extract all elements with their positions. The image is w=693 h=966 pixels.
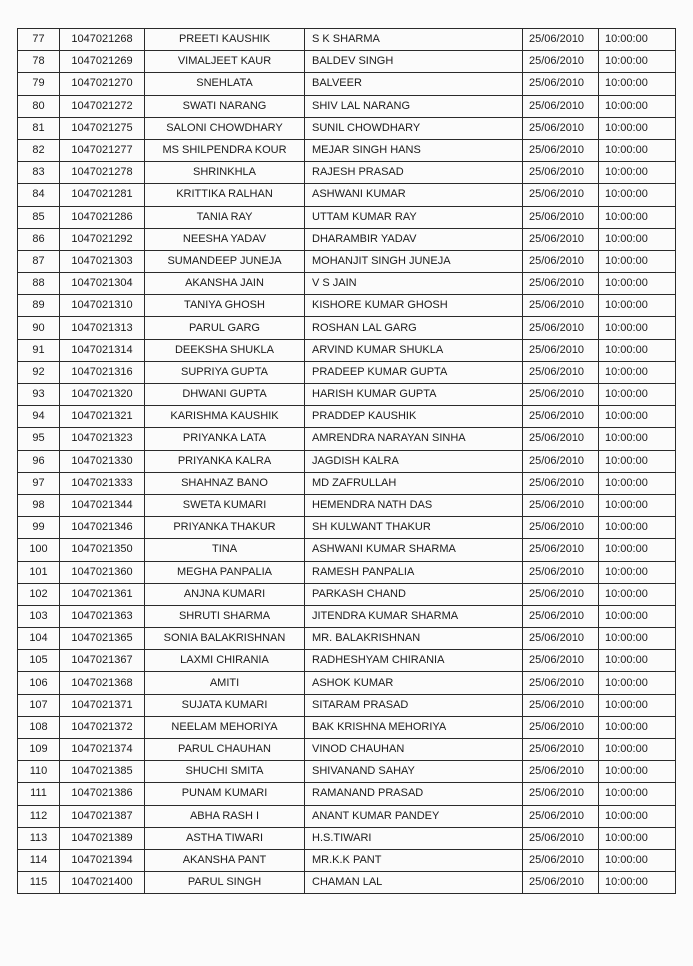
exam-date-cell: 25/06/2010 [523, 295, 599, 317]
candidate-name-cell: PARUL SINGH [145, 872, 305, 894]
roll-number-cell: 1047021320 [60, 384, 145, 406]
exam-date-cell: 25/06/2010 [523, 51, 599, 73]
roll-number-cell: 1047021350 [60, 539, 145, 561]
exam-date-cell: 25/06/2010 [523, 517, 599, 539]
exam-date-cell: 25/06/2010 [523, 73, 599, 95]
roll-number-cell: 1047021269 [60, 51, 145, 73]
table-row [18, 539, 676, 561]
exam-date-cell: 25/06/2010 [523, 162, 599, 184]
serial-number-cell: 108 [18, 716, 60, 738]
candidate-name-cell: DHWANI GUPTA [145, 384, 305, 406]
exam-date-cell: 25/06/2010 [523, 805, 599, 827]
father-name-cell: ARVIND KUMAR SHUKLA [305, 339, 523, 361]
candidate-name-cell: MS SHILPENDRA KOUR [145, 139, 305, 161]
exam-time-cell: 10:00:00 [599, 583, 676, 605]
father-name-cell: JITENDRA KUMAR SHARMA [305, 605, 523, 627]
serial-number-cell: 78 [18, 51, 60, 73]
candidate-name-cell: TANIA RAY [145, 206, 305, 228]
roll-number-cell: 1047021270 [60, 73, 145, 95]
candidate-name-cell: MEGHA PANPALIA [145, 561, 305, 583]
exam-time-cell: 10:00:00 [599, 273, 676, 295]
table-row [18, 339, 676, 361]
table-row [18, 849, 676, 871]
serial-number-cell: 87 [18, 250, 60, 272]
serial-number-cell: 103 [18, 605, 60, 627]
roll-number-cell: 1047021360 [60, 561, 145, 583]
father-name-cell: PARKASH CHAND [305, 583, 523, 605]
exam-time-cell: 10:00:00 [599, 250, 676, 272]
father-name-cell: DHARAMBIR YADAV [305, 228, 523, 250]
candidate-name-cell: AKANSHA JAIN [145, 273, 305, 295]
table-row [18, 384, 676, 406]
table-row [18, 805, 676, 827]
candidate-name-cell: SHRUTI SHARMA [145, 605, 305, 627]
serial-number-cell: 102 [18, 583, 60, 605]
roll-number-cell: 1047021368 [60, 672, 145, 694]
roll-number-cell: 1047021371 [60, 694, 145, 716]
candidate-name-cell: PRIYANKA KALRA [145, 450, 305, 472]
serial-number-cell: 114 [18, 849, 60, 871]
roll-number-cell: 1047021363 [60, 605, 145, 627]
table-row [18, 561, 676, 583]
serial-number-cell: 110 [18, 761, 60, 783]
candidate-name-cell: SHAHNAZ BANO [145, 472, 305, 494]
candidate-name-cell: NEELAM MEHORIYA [145, 716, 305, 738]
exam-date-cell: 25/06/2010 [523, 384, 599, 406]
table-row [18, 206, 676, 228]
exam-time-cell: 10:00:00 [599, 295, 676, 317]
father-name-cell: AMRENDRA NARAYAN SINHA [305, 428, 523, 450]
table-row [18, 250, 676, 272]
candidate-name-cell: ABHA RASH I [145, 805, 305, 827]
exam-time-cell: 10:00:00 [599, 317, 676, 339]
exam-date-cell: 25/06/2010 [523, 583, 599, 605]
candidate-name-cell: TANIYA GHOSH [145, 295, 305, 317]
exam-date-cell: 25/06/2010 [523, 694, 599, 716]
serial-number-cell: 88 [18, 273, 60, 295]
serial-number-cell: 113 [18, 827, 60, 849]
exam-time-cell: 10:00:00 [599, 29, 676, 51]
roll-number-cell: 1047021344 [60, 494, 145, 516]
exam-time-cell: 10:00:00 [599, 472, 676, 494]
exam-date-cell: 25/06/2010 [523, 605, 599, 627]
candidate-name-cell: PREETI KAUSHIK [145, 29, 305, 51]
roll-number-cell: 1047021372 [60, 716, 145, 738]
roll-number-cell: 1047021321 [60, 406, 145, 428]
exam-date-cell: 25/06/2010 [523, 761, 599, 783]
exam-time-cell: 10:00:00 [599, 184, 676, 206]
table-row [18, 273, 676, 295]
serial-number-cell: 82 [18, 139, 60, 161]
candidate-name-cell: AKANSHA PANT [145, 849, 305, 871]
roll-number-cell: 1047021268 [60, 29, 145, 51]
exam-date-cell: 25/06/2010 [523, 250, 599, 272]
candidate-list [17, 28, 676, 894]
roll-number-cell: 1047021278 [60, 162, 145, 184]
roll-number-cell: 1047021389 [60, 827, 145, 849]
father-name-cell: UTTAM KUMAR RAY [305, 206, 523, 228]
roll-number-cell: 1047021346 [60, 517, 145, 539]
table-row [18, 583, 676, 605]
exam-date-cell: 25/06/2010 [523, 139, 599, 161]
table-row [18, 317, 676, 339]
serial-number-cell: 96 [18, 450, 60, 472]
serial-number-cell: 100 [18, 539, 60, 561]
candidate-name-cell: KARISHMA KAUSHIK [145, 406, 305, 428]
candidate-name-cell: SUPRIYA GUPTA [145, 361, 305, 383]
father-name-cell: RAJESH PRASAD [305, 162, 523, 184]
exam-date-cell: 25/06/2010 [523, 494, 599, 516]
roll-number-cell: 1047021313 [60, 317, 145, 339]
table-row [18, 295, 676, 317]
serial-number-cell: 101 [18, 561, 60, 583]
exam-date-cell: 25/06/2010 [523, 739, 599, 761]
table-row [18, 228, 676, 250]
exam-time-cell: 10:00:00 [599, 450, 676, 472]
candidate-name-cell: VIMALJEET KAUR [145, 51, 305, 73]
exam-time-cell: 10:00:00 [599, 162, 676, 184]
table-row [18, 716, 676, 738]
father-name-cell: ANANT KUMAR PANDEY [305, 805, 523, 827]
serial-number-cell: 107 [18, 694, 60, 716]
roll-number-cell: 1047021367 [60, 650, 145, 672]
father-name-cell: VINOD CHAUHAN [305, 739, 523, 761]
roll-number-cell: 1047021275 [60, 117, 145, 139]
candidate-name-cell: TINA [145, 539, 305, 561]
serial-number-cell: 89 [18, 295, 60, 317]
exam-time-cell: 10:00:00 [599, 95, 676, 117]
father-name-cell: PRADEEP KUMAR GUPTA [305, 361, 523, 383]
roll-number-cell: 1047021330 [60, 450, 145, 472]
father-name-cell: SITARAM PRASAD [305, 694, 523, 716]
exam-date-cell: 25/06/2010 [523, 428, 599, 450]
father-name-cell: BALDEV SINGH [305, 51, 523, 73]
exam-date-cell: 25/06/2010 [523, 539, 599, 561]
table-row [18, 29, 676, 51]
table-row [18, 783, 676, 805]
candidate-name-cell: SWATI NARANG [145, 95, 305, 117]
father-name-cell: SUNIL CHOWDHARY [305, 117, 523, 139]
exam-time-cell: 10:00:00 [599, 117, 676, 139]
exam-date-cell: 25/06/2010 [523, 117, 599, 139]
serial-number-cell: 90 [18, 317, 60, 339]
table-row [18, 628, 676, 650]
roll-number-cell: 1047021304 [60, 273, 145, 295]
father-name-cell: RAMESH PANPALIA [305, 561, 523, 583]
father-name-cell: MR.K.K PANT [305, 849, 523, 871]
exam-time-cell: 10:00:00 [599, 605, 676, 627]
exam-date-cell: 25/06/2010 [523, 849, 599, 871]
serial-number-cell: 80 [18, 95, 60, 117]
father-name-cell: ROSHAN LAL GARG [305, 317, 523, 339]
father-name-cell: HEMENDRA NATH DAS [305, 494, 523, 516]
roll-number-cell: 1047021323 [60, 428, 145, 450]
exam-time-cell: 10:00:00 [599, 849, 676, 871]
candidate-name-cell: PRIYANKA THAKUR [145, 517, 305, 539]
table-row [18, 361, 676, 383]
serial-number-cell: 91 [18, 339, 60, 361]
exam-time-cell: 10:00:00 [599, 716, 676, 738]
exam-date-cell: 25/06/2010 [523, 827, 599, 849]
exam-date-cell: 25/06/2010 [523, 361, 599, 383]
father-name-cell: RADHESHYAM CHIRANIA [305, 650, 523, 672]
father-name-cell: MR. BALAKRISHNAN [305, 628, 523, 650]
table-row [18, 428, 676, 450]
father-name-cell: S K SHARMA [305, 29, 523, 51]
table-row [18, 694, 676, 716]
exam-date-cell: 25/06/2010 [523, 339, 599, 361]
serial-number-cell: 104 [18, 628, 60, 650]
roll-number-cell: 1047021281 [60, 184, 145, 206]
father-name-cell: H.S.TIWARI [305, 827, 523, 849]
exam-date-cell: 25/06/2010 [523, 672, 599, 694]
table-row [18, 517, 676, 539]
table-row [18, 872, 676, 894]
father-name-cell: ASHOK KUMAR [305, 672, 523, 694]
exam-date-cell: 25/06/2010 [523, 472, 599, 494]
table-row [18, 650, 676, 672]
roll-number-cell: 1047021292 [60, 228, 145, 250]
candidate-name-cell: NEESHA YADAV [145, 228, 305, 250]
exam-date-cell: 25/06/2010 [523, 206, 599, 228]
table-row [18, 406, 676, 428]
candidate-name-cell: PUNAM KUMARI [145, 783, 305, 805]
exam-time-cell: 10:00:00 [599, 783, 676, 805]
serial-number-cell: 79 [18, 73, 60, 95]
candidate-name-cell: ASTHA TIWARI [145, 827, 305, 849]
candidate-name-cell: SNEHLATA [145, 73, 305, 95]
serial-number-cell: 86 [18, 228, 60, 250]
father-name-cell: SHIV LAL NARANG [305, 95, 523, 117]
exam-date-cell: 25/06/2010 [523, 561, 599, 583]
roll-number-cell: 1047021316 [60, 361, 145, 383]
serial-number-cell: 105 [18, 650, 60, 672]
exam-date-cell: 25/06/2010 [523, 628, 599, 650]
exam-time-cell: 10:00:00 [599, 872, 676, 894]
father-name-cell: MOHANJIT SINGH JUNEJA [305, 250, 523, 272]
exam-date-cell: 25/06/2010 [523, 29, 599, 51]
exam-time-cell: 10:00:00 [599, 428, 676, 450]
candidate-name-cell: DEEKSHA SHUKLA [145, 339, 305, 361]
serial-number-cell: 97 [18, 472, 60, 494]
father-name-cell: HARISH KUMAR GUPTA [305, 384, 523, 406]
table-row [18, 761, 676, 783]
serial-number-cell: 84 [18, 184, 60, 206]
serial-number-cell: 99 [18, 517, 60, 539]
exam-time-cell: 10:00:00 [599, 539, 676, 561]
roll-number-cell: 1047021310 [60, 295, 145, 317]
serial-number-cell: 83 [18, 162, 60, 184]
serial-number-cell: 109 [18, 739, 60, 761]
table-row [18, 472, 676, 494]
father-name-cell: MD ZAFRULLAH [305, 472, 523, 494]
father-name-cell: BALVEER [305, 73, 523, 95]
roll-number-cell: 1047021400 [60, 872, 145, 894]
exam-time-cell: 10:00:00 [599, 51, 676, 73]
exam-time-cell: 10:00:00 [599, 228, 676, 250]
roll-number-cell: 1047021272 [60, 95, 145, 117]
table-row [18, 184, 676, 206]
exam-time-cell: 10:00:00 [599, 694, 676, 716]
father-name-cell: MEJAR SINGH HANS [305, 139, 523, 161]
roll-number-cell: 1047021333 [60, 472, 145, 494]
exam-date-cell: 25/06/2010 [523, 783, 599, 805]
father-name-cell: BAK KRISHNA MEHORIYA [305, 716, 523, 738]
serial-number-cell: 115 [18, 872, 60, 894]
roll-number-cell: 1047021387 [60, 805, 145, 827]
exam-date-cell: 25/06/2010 [523, 406, 599, 428]
father-name-cell: PRADDEP KAUSHIK [305, 406, 523, 428]
table-row [18, 827, 676, 849]
table-row [18, 51, 676, 73]
exam-date-cell: 25/06/2010 [523, 450, 599, 472]
candidate-name-cell: LAXMI CHIRANIA [145, 650, 305, 672]
serial-number-cell: 95 [18, 428, 60, 450]
candidate-name-cell: ANJNA KUMARI [145, 583, 305, 605]
table-row [18, 139, 676, 161]
exam-time-cell: 10:00:00 [599, 384, 676, 406]
roll-number-cell: 1047021365 [60, 628, 145, 650]
father-name-cell: SHIVANAND SAHAY [305, 761, 523, 783]
father-name-cell: ASHWANI KUMAR [305, 184, 523, 206]
roll-number-cell: 1047021385 [60, 761, 145, 783]
serial-number-cell: 112 [18, 805, 60, 827]
roll-number-cell: 1047021374 [60, 739, 145, 761]
exam-time-cell: 10:00:00 [599, 628, 676, 650]
exam-time-cell: 10:00:00 [599, 739, 676, 761]
roll-number-cell: 1047021286 [60, 206, 145, 228]
candidate-name-cell: SHRINKHLA [145, 162, 305, 184]
candidate-name-cell: PRIYANKA LATA [145, 428, 305, 450]
candidate-name-cell: PARUL CHAUHAN [145, 739, 305, 761]
serial-number-cell: 94 [18, 406, 60, 428]
candidate-name-cell: AMITI [145, 672, 305, 694]
candidate-name-cell: SUMANDEEP JUNEJA [145, 250, 305, 272]
exam-time-cell: 10:00:00 [599, 672, 676, 694]
table-row [18, 672, 676, 694]
serial-number-cell: 81 [18, 117, 60, 139]
candidate-name-cell: SALONI CHOWDHARY [145, 117, 305, 139]
candidate-name-cell: SUJATA KUMARI [145, 694, 305, 716]
exam-date-cell: 25/06/2010 [523, 273, 599, 295]
table-row [18, 95, 676, 117]
exam-time-cell: 10:00:00 [599, 361, 676, 383]
roll-number-cell: 1047021386 [60, 783, 145, 805]
exam-date-cell: 25/06/2010 [523, 228, 599, 250]
exam-time-cell: 10:00:00 [599, 73, 676, 95]
candidate-name-cell: SHUCHI SMITA [145, 761, 305, 783]
exam-date-cell: 25/06/2010 [523, 716, 599, 738]
exam-date-cell: 25/06/2010 [523, 872, 599, 894]
roll-number-cell: 1047021314 [60, 339, 145, 361]
roll-number-cell: 1047021277 [60, 139, 145, 161]
serial-number-cell: 92 [18, 361, 60, 383]
exam-time-cell: 10:00:00 [599, 517, 676, 539]
serial-number-cell: 98 [18, 494, 60, 516]
exam-time-cell: 10:00:00 [599, 761, 676, 783]
serial-number-cell: 111 [18, 783, 60, 805]
candidate-name-cell: SWETA KUMARI [145, 494, 305, 516]
table-row [18, 739, 676, 761]
table-row [18, 494, 676, 516]
father-name-cell: JAGDISH KALRA [305, 450, 523, 472]
roll-number-cell: 1047021394 [60, 849, 145, 871]
table-row [18, 73, 676, 95]
exam-time-cell: 10:00:00 [599, 805, 676, 827]
father-name-cell: V S JAIN [305, 273, 523, 295]
exam-time-cell: 10:00:00 [599, 139, 676, 161]
father-name-cell: KISHORE KUMAR GHOSH [305, 295, 523, 317]
exam-time-cell: 10:00:00 [599, 494, 676, 516]
roll-number-cell: 1047021303 [60, 250, 145, 272]
father-name-cell: ASHWANI KUMAR SHARMA [305, 539, 523, 561]
exam-date-cell: 25/06/2010 [523, 184, 599, 206]
exam-date-cell: 25/06/2010 [523, 650, 599, 672]
exam-time-cell: 10:00:00 [599, 827, 676, 849]
roll-number-cell: 1047021361 [60, 583, 145, 605]
table-row [18, 162, 676, 184]
serial-number-cell: 106 [18, 672, 60, 694]
candidate-name-cell: PARUL GARG [145, 317, 305, 339]
serial-number-cell: 77 [18, 29, 60, 51]
candidate-table [17, 28, 676, 894]
candidate-name-cell: KRITTIKA RALHAN [145, 184, 305, 206]
exam-time-cell: 10:00:00 [599, 561, 676, 583]
father-name-cell: RAMANAND PRASAD [305, 783, 523, 805]
father-name-cell: CHAMAN LAL [305, 872, 523, 894]
exam-time-cell: 10:00:00 [599, 339, 676, 361]
father-name-cell: SH KULWANT THAKUR [305, 517, 523, 539]
exam-date-cell: 25/06/2010 [523, 95, 599, 117]
exam-date-cell: 25/06/2010 [523, 317, 599, 339]
table-row [18, 605, 676, 627]
serial-number-cell: 85 [18, 206, 60, 228]
exam-time-cell: 10:00:00 [599, 206, 676, 228]
exam-time-cell: 10:00:00 [599, 650, 676, 672]
table-row [18, 117, 676, 139]
serial-number-cell: 93 [18, 384, 60, 406]
candidate-name-cell: SONIA BALAKRISHNAN [145, 628, 305, 650]
exam-time-cell: 10:00:00 [599, 406, 676, 428]
table-row [18, 450, 676, 472]
